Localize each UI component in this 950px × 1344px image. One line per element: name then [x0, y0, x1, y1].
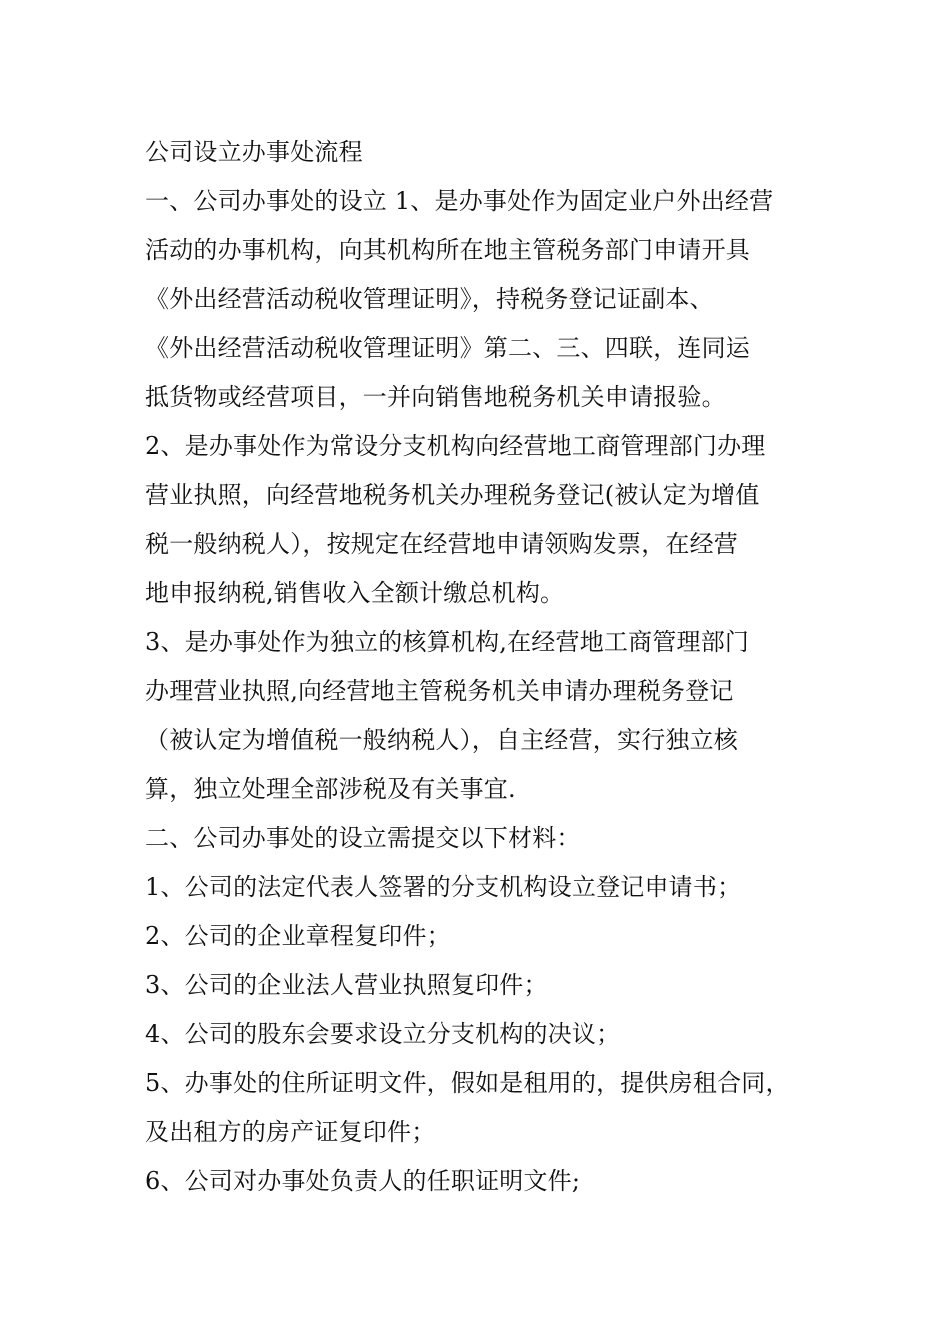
document-body: [145, 128, 811, 1206]
section-two-heading: 二、公司办事处的设立需提交以下材料：: [145, 824, 581, 852]
material-item: 5、办事处的住所证明文件，假如是租用的，提供房租合同，: [145, 1069, 790, 1097]
paragraph-line: 办理营业执照,向经营地主管税务机关申请办理税务登记: [145, 677, 734, 705]
paragraph-line: （被认定为增值税一般纳税人），自主经营，实行独立核: [145, 726, 738, 754]
paragraph-line: 《外出经营活动税收管理证明》第二、三、四联，连同运: [145, 334, 750, 362]
paragraph-line: 3、是办事处作为独立的核算机构,在经营地工商管理部门: [145, 628, 750, 656]
material-item: 3、公司的企业法人营业执照复印件；: [145, 971, 548, 999]
document-title: 公司设立办事处流程: [145, 138, 363, 166]
paragraph-line: 活动的办事机构，向其机构所在地主管税务部门申请开具: [145, 236, 750, 264]
material-item: 4、公司的股东会要求设立分支机构的决议；: [145, 1020, 621, 1048]
paragraph-line: 抵货物或经营项目，一并向销售地税务机关申请报验。: [145, 383, 726, 411]
paragraph-line: 地申报纳税,销售收入全额计缴总机构。: [145, 579, 565, 607]
paragraph-line: 营业执照，向经营地税务机关办理税务登记(被认定为增值: [145, 481, 760, 509]
paragraph-line: 2、是办事处作为常设分支机构向经营地工商管理部门办理: [145, 432, 766, 460]
paragraph-line: 税一般纳税人），按规定在经营地申请领购发票，在经营: [145, 530, 738, 558]
section-one-heading-line: 一、公司办事处的设立 1、是办事处作为固定业户外出经营: [145, 187, 774, 215]
material-item: 1、公司的法定代表人签署的分支机构设立登记申请书；: [145, 873, 742, 901]
material-item: 2、公司的企业章程复印件；: [145, 922, 451, 950]
material-item: 6、公司对办事处负责人的任职证明文件;: [145, 1167, 581, 1195]
paragraph-line: 《外出经营活动税收管理证明》，持税务登记证副本、: [145, 285, 714, 313]
paragraph-line: 算，独立处理全部涉税及有关事宜.: [145, 775, 516, 803]
material-item-continuation: 及出租方的房产证复印件；: [145, 1118, 436, 1146]
